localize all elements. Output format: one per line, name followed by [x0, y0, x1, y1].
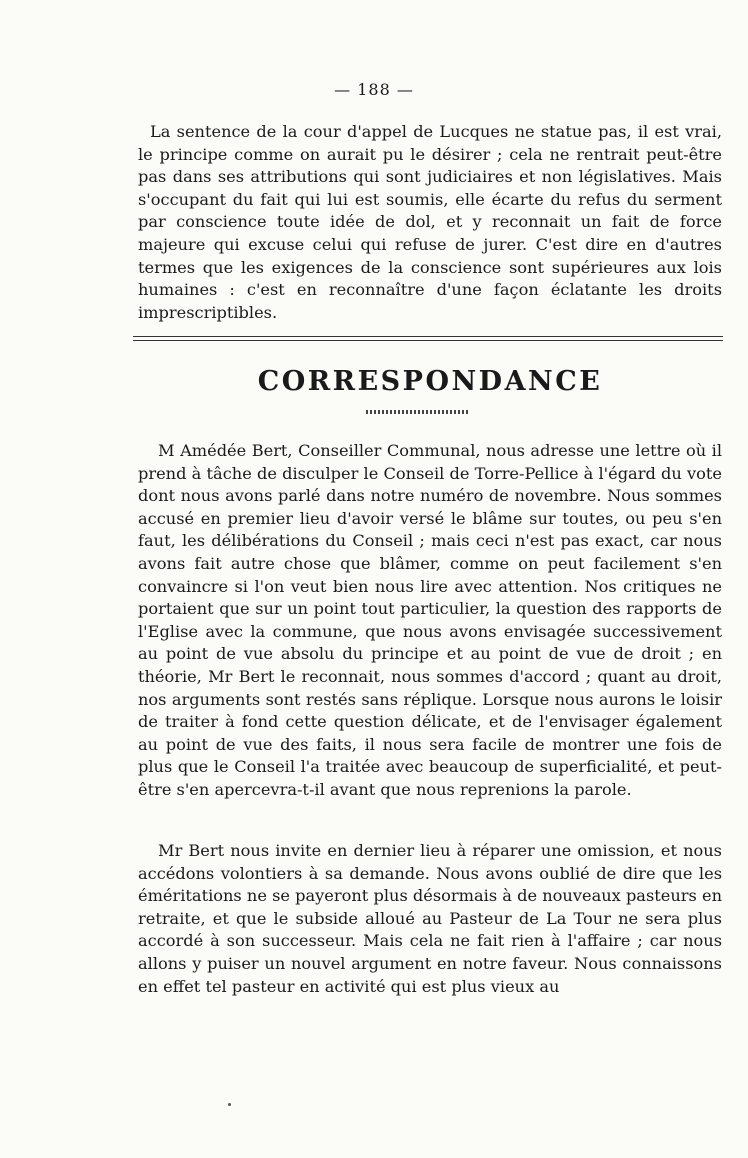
paragraph-lucques: La sentence de la cour d'appel de Lucques ne statue pas, il est vrai, le principe comme on aurait pu le désirer ; cela ne rentrait peut-être pas dans ses attributions qui sont judiciaires et non législatives. Mais s'occupant du fait qui lui est soumis, elle écarte du refus du serment par conscience toute idée de dol, et y reconnait un fait de force majeure qui excuse celui qui refuse de jurer. C'est dire en d'autres termes que les exigences de la conscience sont supérieures aux lois humaines : c'est en reconnaître d'une façon éclatante les droits imprescriptibles. [138, 122, 722, 322]
section-title: CORRESPONDANCE [257, 366, 603, 397]
page-number: — 188 — [334, 80, 414, 99]
title-ornament [366, 410, 468, 414]
ink-speck [228, 1103, 231, 1106]
paragraph-correspondance-1: M Amédée Bert, Conseiller Communal, nous adresse une lettre où il prend à tâche de disculper le Conseil de Torre-Pellice à l'égard du vote dont nous avons parlé dans notre numéro de novembre. Nous sommes accusé en premier lieu d'avoir versé le blâme sur toutes, ou peu s'en faut, les délibérations du Conseil ; mais ceci n'est pas exact, car nous avons fait autre chose que blâmer, comme on peut facilement s'en convaincre si l'on veut bien nous lire avec attention. Nos critiques ne portaient que sur un point tout particulier, la question des rapports de l'Eglise avec la commune, que nous avons envisagée successivement au point de vue absolu du principe et au point de vue de droit ; en théorie, Mr Bert le reconnait, nous sommes d'accord ; quant au droit, nos arguments sont restés sans réplique. Lorsque nous aurons le loisir de traiter à fond cette question délicate, et de l'envisager également au point de vue des faits, il nous sera facile de montrer une fois de plus que le Conseil l'a traitée avec beaucoup de superficialité, et peut-être s'en apercevra-t-il avant que nous reprenions la parole. [138, 441, 722, 799]
section-divider [133, 336, 723, 341]
paragraph-correspondance-2: Mr Bert nous invite en dernier lieu à réparer une omission, et nous accédons volontiers à sa demande. Nous avons oublié de dire que les éméritations ne se payeront plus désormais à de nouveaux pasteurs en retraite, et que le subside alloué au Pasteur de La Tour ne sera plus accordé à son successeur. Mais cela ne fait rien à l'affaire ; car nous allons y puiser un nouvel argument en notre faveur. Nous connaissons en effet tel pasteur en activité qui est plus vieux au [138, 841, 722, 996]
